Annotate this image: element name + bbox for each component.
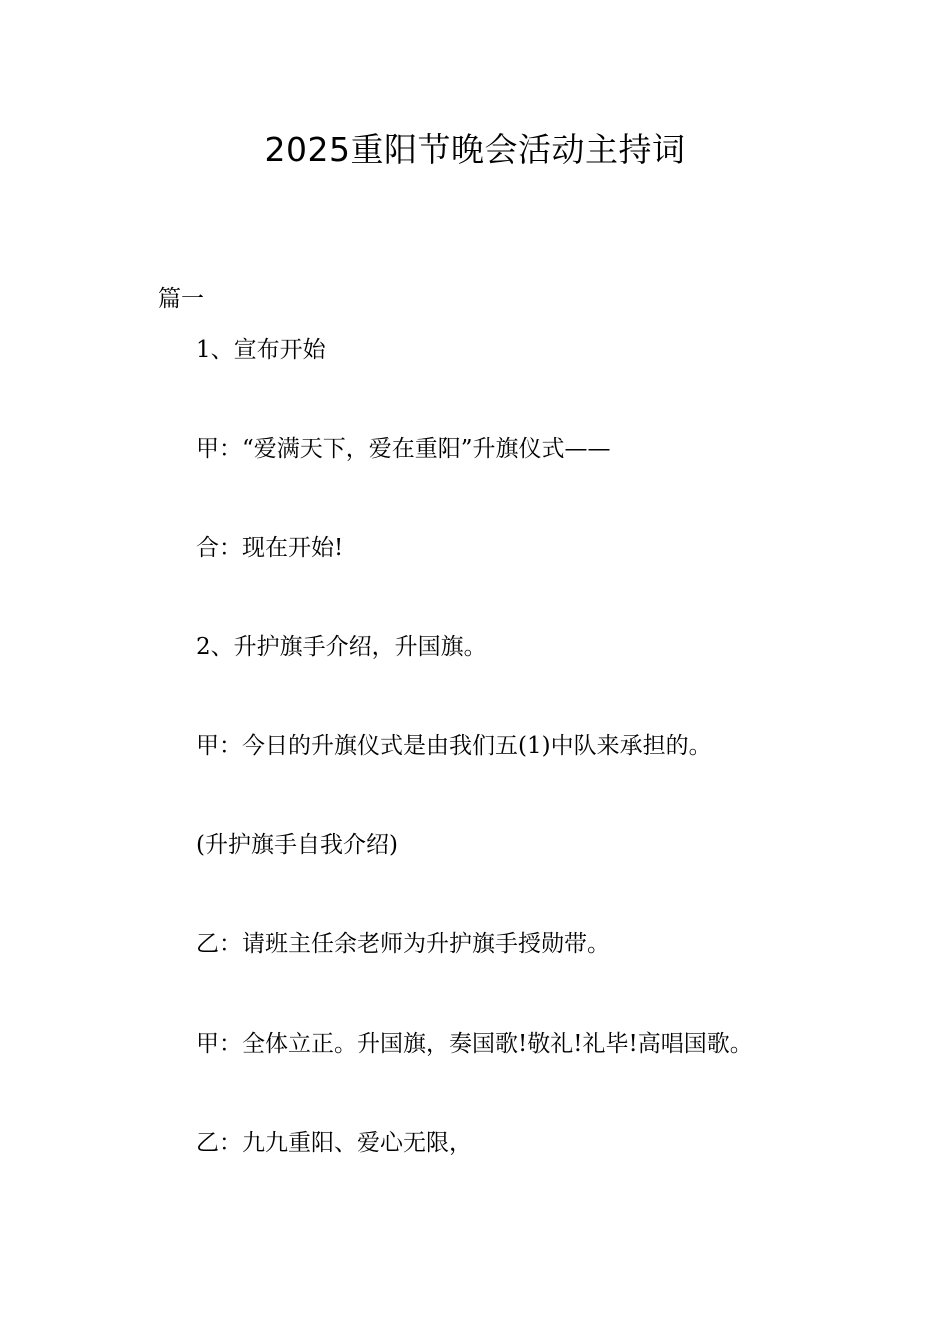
section-label: 篇一 (158, 286, 204, 312)
paragraph-7: 乙：请班主任余老师为升护旗手授勋带。 (196, 931, 610, 957)
paragraph-5: 甲：今日的升旗仪式是由我们五(1)中队来承担的。 (196, 733, 712, 759)
paragraph-6: (升护旗手自我介绍) (196, 832, 398, 858)
paragraph-9: 乙：九九重阳、爱心无限， (196, 1130, 472, 1156)
paragraph-4: 2、升护旗手介绍，升国旗。 (196, 634, 487, 660)
paragraph-1: 1、宣布开始 (196, 337, 326, 363)
document-title: 2025重阳节晚会活动主持词 (264, 130, 686, 169)
paragraph-3: 合：现在开始! (196, 535, 344, 561)
paragraph-8: 甲：全体立正。升国旗，奏国歌!敬礼!礼毕!高唱国歌。 (196, 1031, 753, 1057)
paragraph-2: 甲：“爱满天下，爱在重阳”升旗仪式—— (196, 436, 611, 462)
